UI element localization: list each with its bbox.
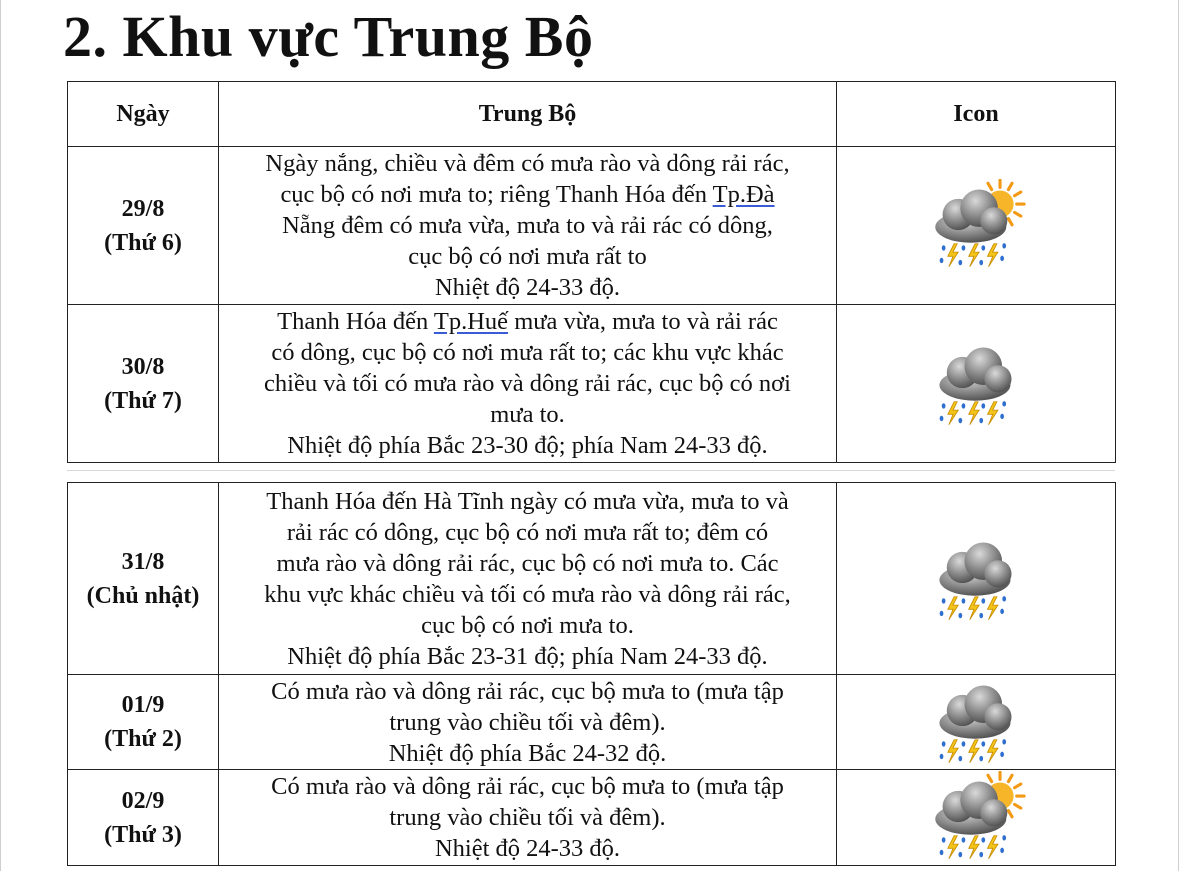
forecast-table-part-2 xyxy=(67,482,1116,866)
forecast-line: Thanh Hóa đến Tp.Huế mưa vừa, mưa to và rải rác xyxy=(277,308,778,335)
weekday: (Thứ 2) xyxy=(104,726,182,752)
forecast-text xyxy=(219,770,837,866)
date-cell xyxy=(68,305,219,463)
forecast-line: Thanh Hóa đến Hà Tĩnh ngày có mưa vừa, mưa to và xyxy=(266,487,789,515)
forecast-text xyxy=(219,305,837,463)
forecast-line: có dông, cục bộ có nơi mưa rất to; các khu vực khác xyxy=(271,339,784,366)
temperature-line: Nhiệt độ 24-33 độ. xyxy=(434,835,621,862)
forecast-line: cục bộ có nơi mưa to; riêng Thanh Hóa đến Tp.Đà xyxy=(280,181,775,208)
cloud-thunderstorm-icon xyxy=(837,532,1115,626)
forecast-line: Nẵng đêm có mưa vừa, mưa to và rải rác có dông, xyxy=(282,212,773,239)
forecast-line: Ngày nắng, chiều và đêm có mưa rào và dông rải rác, xyxy=(265,150,790,177)
cloud-thunderstorm-icon xyxy=(837,337,1115,431)
temperature-line: Nhiệt độ 24-33 độ. xyxy=(434,274,621,301)
cloud-thunderstorm-icon xyxy=(837,675,1115,769)
forecast-table-part-1 xyxy=(67,81,1116,463)
page-break-divider xyxy=(67,470,1115,471)
date: 31/8 xyxy=(121,548,165,575)
icon-cell xyxy=(837,770,1116,866)
date-cell xyxy=(68,675,219,770)
header-date: Ngày xyxy=(68,82,219,147)
table-row xyxy=(68,770,1116,866)
forecast-line: mưa to. xyxy=(490,401,565,428)
date: 29/8 xyxy=(121,195,165,222)
forecast-line: cục bộ có nơi mưa rất to xyxy=(408,243,647,270)
icon-cell xyxy=(837,483,1116,675)
date-cell xyxy=(68,770,219,866)
sun-cloud-thunderstorm-icon xyxy=(837,771,1115,865)
weekday: (Chủ nhật) xyxy=(86,582,200,609)
forecast-text xyxy=(219,483,837,675)
forecast-line: chiều và tối có mưa rào và dông rải rác, cục bộ có nơi xyxy=(264,370,791,397)
weekday: (Thứ 6) xyxy=(104,229,182,256)
forecast-line: Có mưa rào và dông rải rác, cục bộ mưa to (mưa tập xyxy=(271,773,784,800)
forecast-line: cục bộ có nơi mưa to. xyxy=(421,611,634,639)
table-row xyxy=(68,483,1116,675)
forecast-line: khu vực khác chiều và tối có mưa rào và dông rải rác, xyxy=(264,580,791,608)
date: 01/9 xyxy=(121,692,165,718)
table-row xyxy=(68,305,1116,463)
temperature-line: Nhiệt độ phía Bắc 24-32 độ. xyxy=(388,739,667,767)
section-title: 2. Khu vực Trung Bộ xyxy=(63,4,594,69)
date-cell xyxy=(68,483,219,675)
forecast-text xyxy=(219,675,837,770)
temperature-line: Nhiệt độ phía Bắc 23-31 độ; phía Nam 24-33 độ. xyxy=(287,642,768,670)
temperature-line: Nhiệt độ phía Bắc 23-30 độ; phía Nam 24-33 độ. xyxy=(287,432,768,459)
icon-cell xyxy=(837,675,1116,770)
date-cell xyxy=(68,147,219,305)
forecast-line: rải rác có dông, cục bộ có nơi mưa rất to; đêm có xyxy=(286,518,769,546)
forecast-line: trung vào chiều tối và đêm). xyxy=(389,804,666,831)
table-row xyxy=(68,675,1116,770)
date: 30/8 xyxy=(121,353,165,380)
table-row xyxy=(68,147,1116,305)
icon-cell xyxy=(837,305,1116,463)
forecast-line: mưa rào và dông rải rác, cục bộ có nơi mưa to. Các xyxy=(276,549,779,577)
header-icon: Icon xyxy=(837,82,1116,147)
forecast-line: Có mưa rào và dông rải rác, cục bộ mưa to (mưa tập xyxy=(271,677,784,705)
icon-cell xyxy=(837,147,1116,305)
header-region: Trung Bộ xyxy=(219,82,837,147)
weekday: (Thứ 7) xyxy=(104,387,182,414)
weekday: (Thứ 3) xyxy=(104,821,182,848)
place-link: Tp.Huế xyxy=(433,308,509,335)
forecast-line: trung vào chiều tối và đêm). xyxy=(389,708,666,736)
forecast-text xyxy=(219,147,837,305)
date: 02/9 xyxy=(121,787,165,814)
sun-cloud-thunderstorm-icon xyxy=(837,179,1115,273)
table-header-row xyxy=(68,82,1116,147)
place-link: Tp.Đà xyxy=(712,181,775,208)
